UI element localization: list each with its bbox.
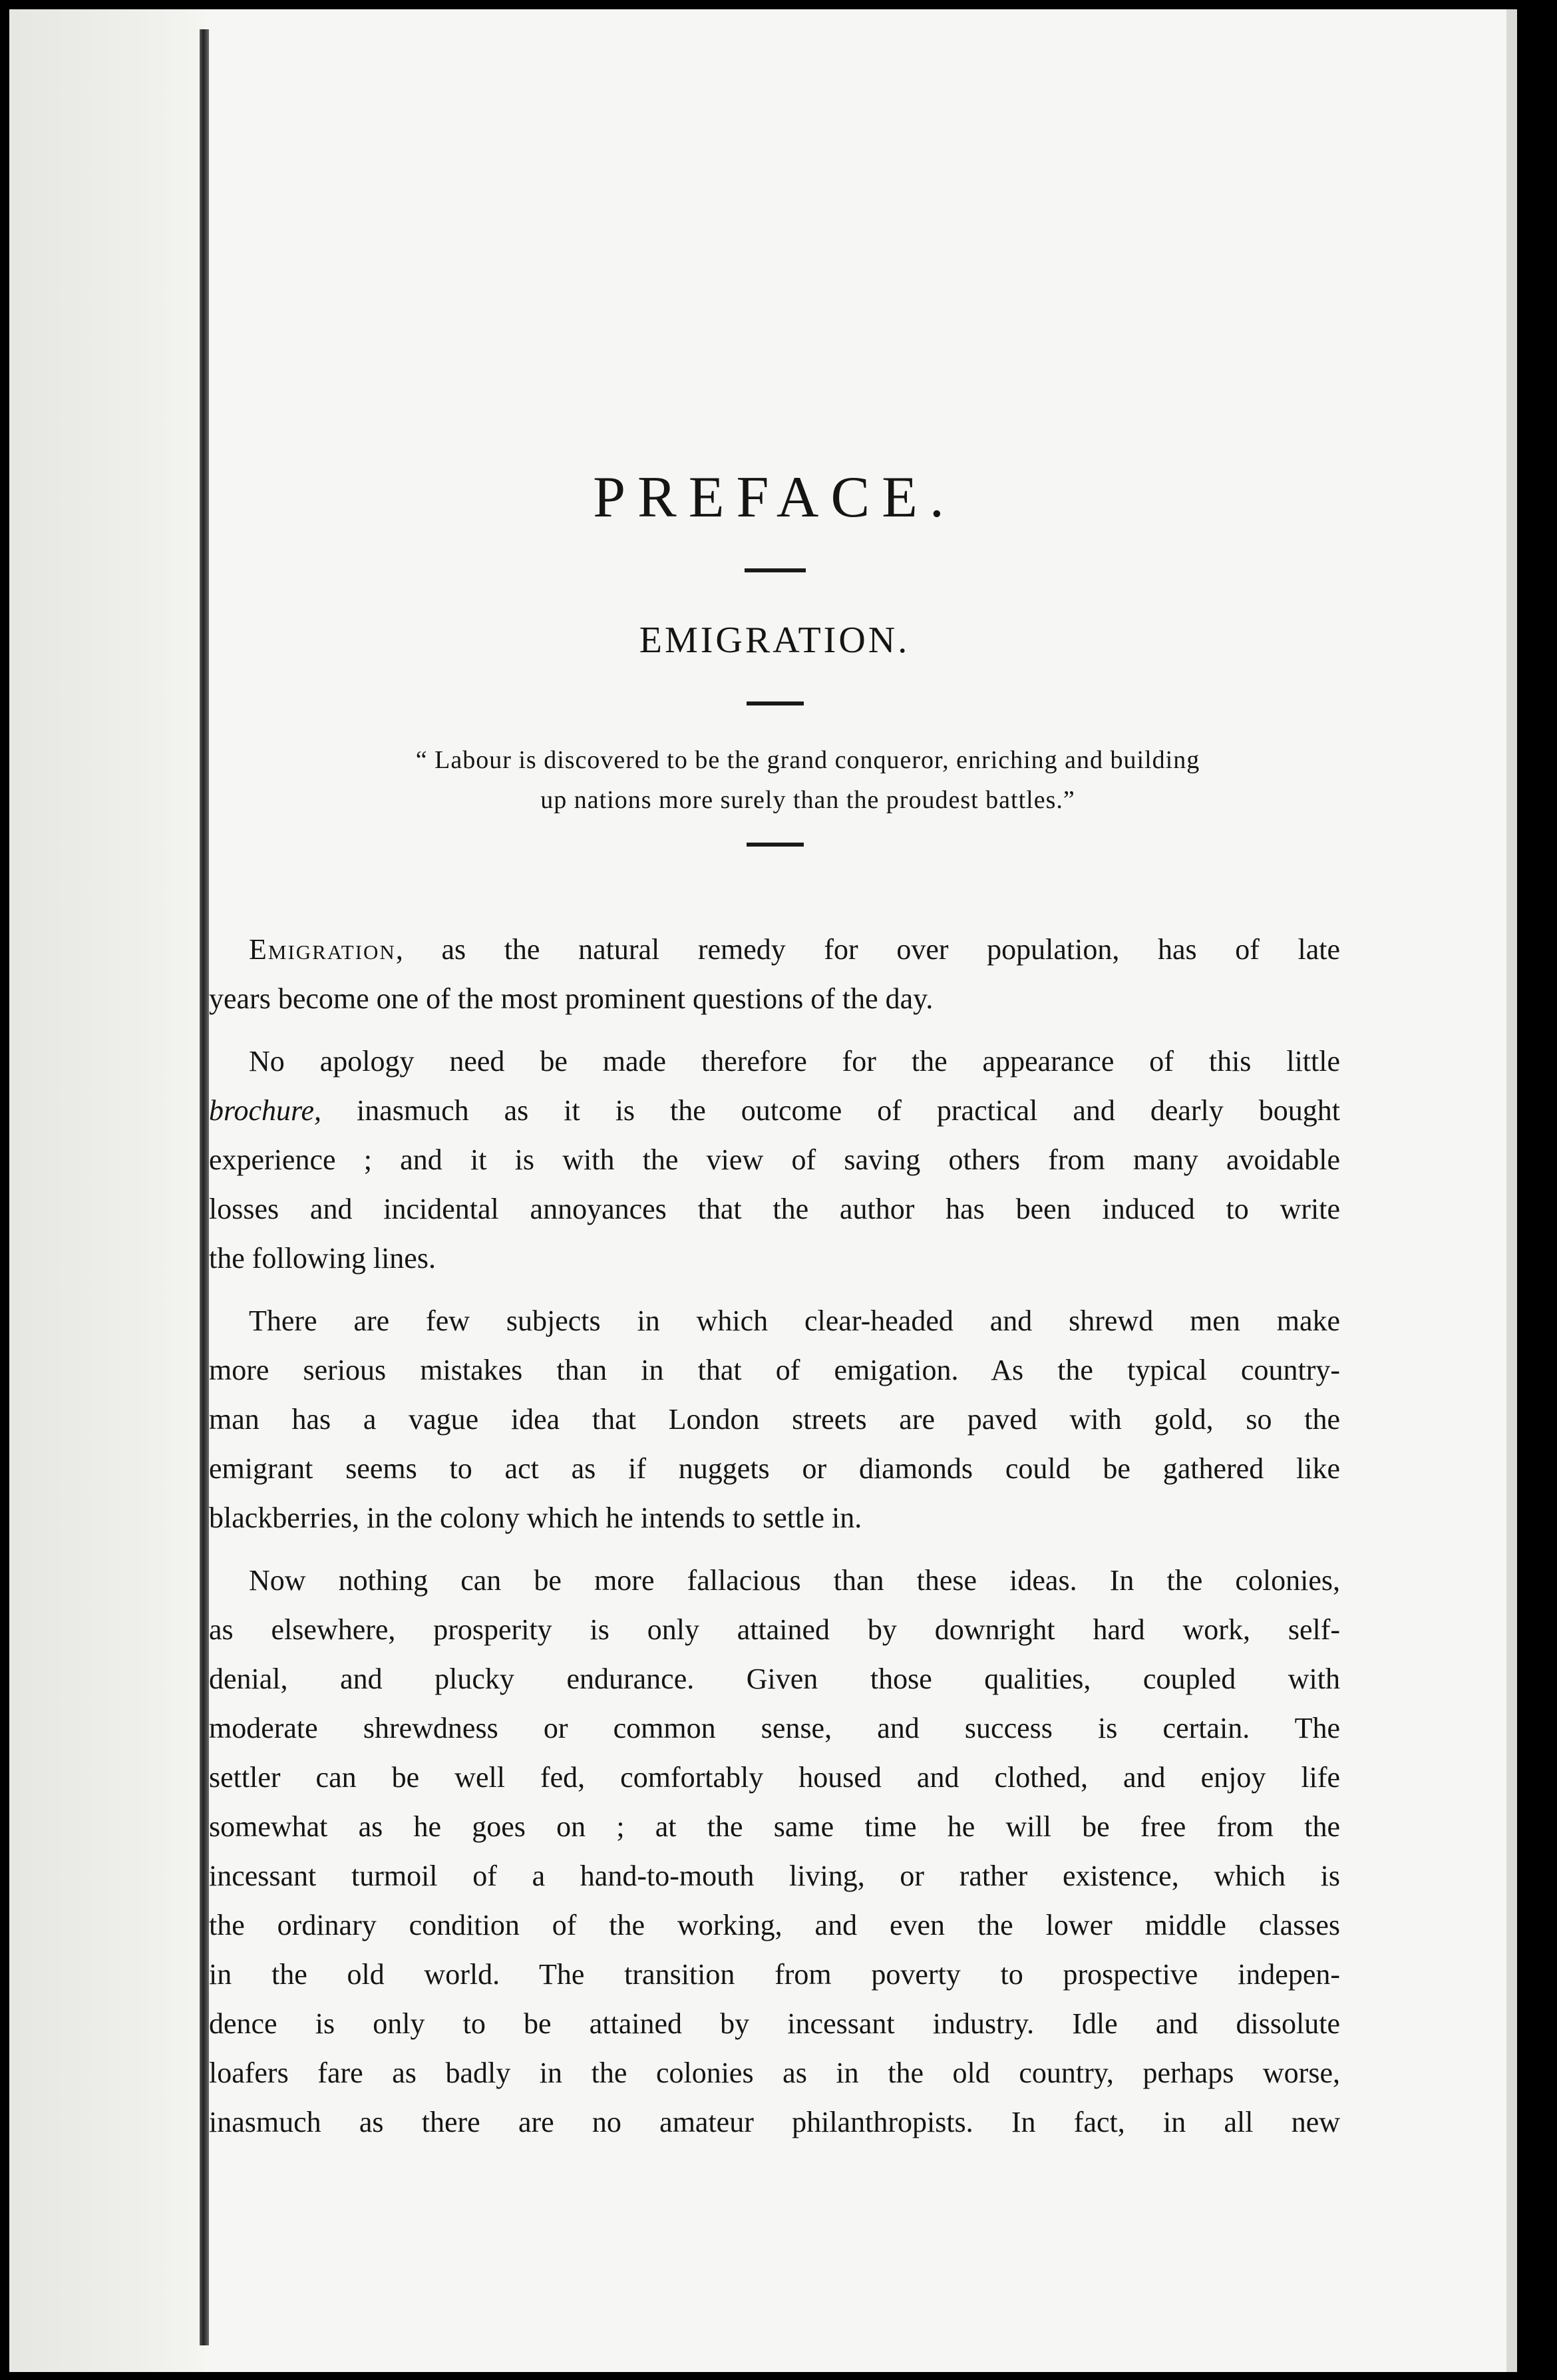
text-line: the ordinary condition of the working, and even the lower middle classes xyxy=(209,1909,1340,1941)
text-line: incessant turmoil of a hand-to-mouth living, or rather existence, which is xyxy=(209,1860,1340,1892)
text-line: settler can be well fed, comfortably housed and clothed, and enjoy life xyxy=(209,1761,1340,1794)
lead-word: Emigration xyxy=(249,933,396,966)
paragraph xyxy=(209,925,1340,1024)
text-line: moderate shrewdness or common sense, and success is certain. The xyxy=(209,1712,1340,1744)
text-line: Now nothing can be more fallacious than these ideas. In the colonies, xyxy=(249,1564,1340,1597)
epigraph-rule xyxy=(747,843,804,847)
italic-word: brochure, xyxy=(209,1094,322,1127)
epigraph-line: up nations more surely than the proudest battles.” xyxy=(540,786,1075,814)
paragraph xyxy=(209,1296,1340,1543)
paragraph xyxy=(209,1037,1340,1283)
page-gutter xyxy=(9,9,204,2372)
text-line: inasmuch as there are no amateur philanthropists. In fact, in all new xyxy=(209,2106,1340,2138)
text-span: , as the natural remedy for over population, has of late xyxy=(395,933,1340,966)
epigraph-quote xyxy=(269,740,1347,820)
text-line: in the old world. The transition from poverty to prospective indepen- xyxy=(209,1958,1340,1991)
page-title: PREFACE. xyxy=(593,465,956,530)
text-line: dence is only to be attained by incessant industry. Idle and dissolute xyxy=(209,2007,1340,2040)
epigraph-line: “ Labour is discovered to be the grand conqueror, enriching and building xyxy=(415,746,1200,774)
text-line: as elsewhere, prosperity is only attained by downright hard work, self- xyxy=(209,1613,1340,1646)
text-line: experience ; and it is with the view of saving others from many avoidable xyxy=(209,1143,1340,1176)
text-line: losses and incidental annoyances that the author has been induced to write xyxy=(209,1193,1340,1225)
heading-rule xyxy=(747,701,804,705)
text-line: No apology need be made therefore for the appearance of this little xyxy=(249,1045,1340,1078)
text-line: more serious mistakes than in that of emigation. As the typical country- xyxy=(209,1354,1340,1386)
section-heading: EMIGRATION. xyxy=(639,620,910,661)
text-line: loafers fare as badly in the colonies as in the old country, perhaps worse, xyxy=(209,2057,1340,2089)
text-line: denial, and plucky endurance. Given those qualities, coupled with xyxy=(209,1663,1340,1695)
text-line: man has a vague idea that London streets are paved with gold, so the xyxy=(209,1403,1340,1436)
page-edge xyxy=(1506,9,1517,2372)
paragraph xyxy=(209,1556,1340,2147)
title-rule xyxy=(745,568,806,572)
text-line: There are few subjects in which clear-headed and shrewd men make xyxy=(249,1304,1340,1337)
text-line: years become one of the most prominent questions of the day. xyxy=(209,982,934,1015)
book-page xyxy=(9,9,1517,2372)
text-line xyxy=(209,925,1340,974)
text-span: inasmuch as it is the outcome of practical and dearly bought xyxy=(357,1094,1340,1127)
text-line: somewhat as he goes on ; at the same time he will be free from the xyxy=(209,1810,1340,1843)
binding-edge xyxy=(200,29,209,2345)
text-line: the following lines. xyxy=(209,1242,436,1275)
text-line: blackberries, in the colony which he intends to settle in. xyxy=(209,1501,862,1534)
text-line: emigrant seems to act as if nuggets or diamonds could be gathered like xyxy=(209,1452,1340,1485)
body-text xyxy=(209,925,1340,2160)
text-line xyxy=(209,1086,1340,1135)
